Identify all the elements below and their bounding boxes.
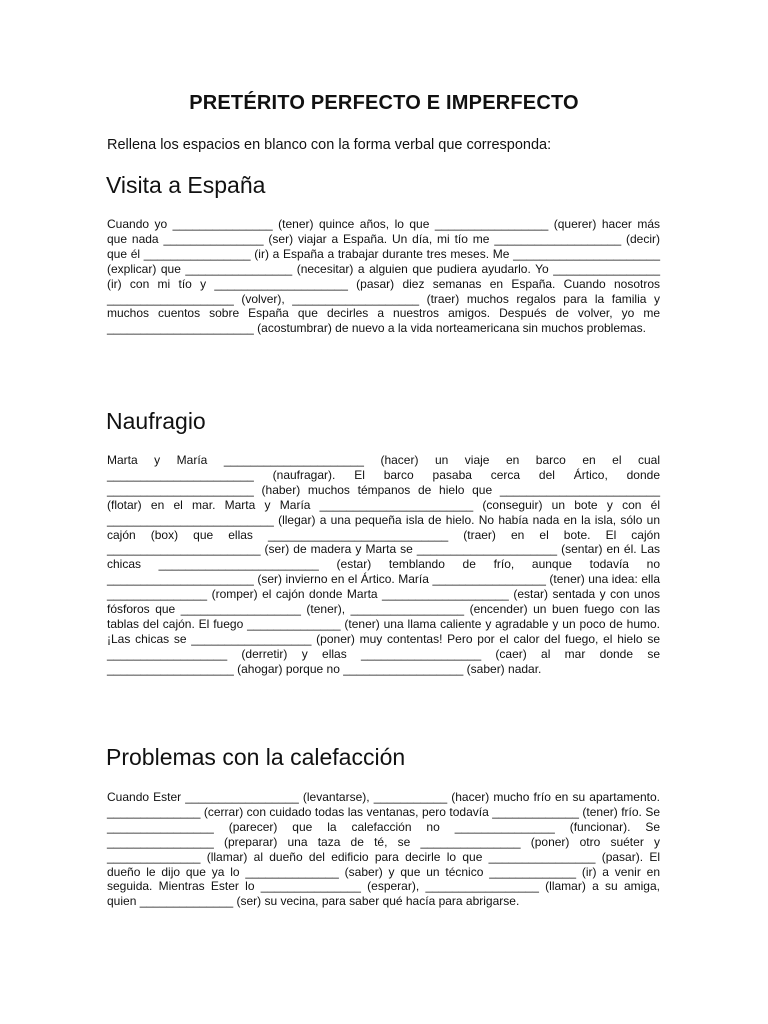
- page-title: PRETÉRITO PERFECTO E IMPERFECTO: [189, 92, 579, 114]
- instructions-text: Rellena los espacios en blanco con la forma verbal que corresponda:: [107, 137, 552, 153]
- section-paragraph-naufragio: Marta y María _____________________ (hacer) un viaje en barco en el cual ______________________ (naufragar). El barco pasaba cerca del Ártico, donde ______________________ (haber) muchos témpanos de hielo que ________________________ (flotar) en el mar. Marta y María _______________________ (conseguir) un bote y con él _________________________ (llegar) a una pequeña isla de hielo. No había nada en la isla, sólo un cajón (box) que ellas ___________________________ (traer) en el bote. El cajón _______________________ (ser) de madera y Marta se _____________________ (sentar) en él. Las chicas ________________________ (estar) temblando de frío, aunque todavía no ______________________ (ser) invierno en el Ártico. María _________________ (tener) una idea: ella _______________ (romper) el cajón donde Marta ___________________ (estar) sentada y con unos fósforos que __________________ (tener), _________________ (encender) un buen fuego con las tablas del cajón. El fuego ______________ (tener) una llama caliente y agradable y un poco de humo. ¡Las chicas se __________________ (poner) muy contentas! Pero por el calor del fuego, el hielo se __________________ (derretir) y ellas __________________ (caer) al mar donde se ___________________ (ahogar) porque no __________________ (saber) nadar.: [107, 453, 660, 676]
- section-paragraph-visita: Cuando yo _______________ (tener) quince años, lo que _________________ (querer) hacer más que nada _______________ (ser) viajar a España. Un día, mi tío me ___________________ (decir) que él ________________ (ir) a España a trabajar durante tres meses. Me ______________________ (explicar) que ________________ (necesitar) a alguien que pudiera ayudarlo. Yo ________________ (ir) con mi tío y ____________________ (pasar) diez semanas en España. Cuando nosotros ___________________ (volver), ___________________ (traer) muchos regalos para la familia y muchos cuentos sobre España que decirles a nuestros amigos. Después de volver, yo me ______________________ (acostumbrar) de nuevo a la vida norteamericana sin muchos problemas.: [107, 217, 660, 336]
- section-heading-calefaccion: Problemas con la calefacción: [106, 744, 406, 770]
- section-heading-naufragio: Naufragio: [106, 408, 206, 434]
- section-heading-visita: Visita a España: [106, 172, 266, 198]
- section-paragraph-calefaccion: Cuando Ester _________________ (levantarse), ___________ (hacer) mucho frío en su apartamento. ______________ (cerrar) con cuidado todas las ventanas, pero todavía _____________ (tener) frío. Se ________________ (parecer) que la calefacción no _______________ (funcionar). Se ________________ (preparar) una taza de té, se _______________ (poner) otro suéter y ______________ (llamar) al dueño del edificio para decirle lo que ________________ (pasar). El dueño le dijo que ya lo ______________ (saber) y que un técnico _____________ (ir) a venir en seguida. Mientras Ester lo _______________ (esperar), _________________ (llamar) a su amiga, quien ______________ (ser) su vecina, para saber qué hacía para abrigarse.: [107, 790, 660, 909]
